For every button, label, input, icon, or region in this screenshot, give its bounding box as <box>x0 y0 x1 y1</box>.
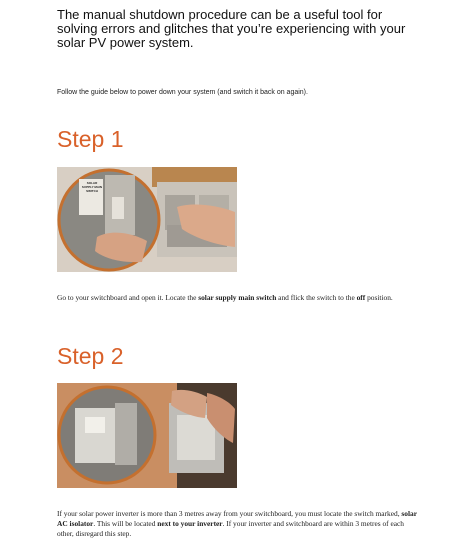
intro-paragraph: The manual shutdown procedure can be a useful tool for solving errors and glitches that you’re experiencing with your solar PV power system. <box>57 7 406 50</box>
guide-lead-text: Follow the guide below to power down your system (and switch it back on again). <box>57 89 308 96</box>
step-1-heading: Step 1 <box>57 126 124 152</box>
switch-label-text: SOLAR SUPPLY MAIN SWITCH <box>81 181 103 193</box>
step-1-photo <box>57 167 237 272</box>
step-2-instructions: If your solar power inverter is more than 3 metres away from your switchboard, you must locate the switch marked, solar AC isolator. This will be located next to your inverter. If your inverter and switchboard are within 3 metres of each other, disregard this step. <box>57 509 417 538</box>
step-2-heading: Step 2 <box>57 343 124 369</box>
step-2-photo <box>57 383 237 488</box>
step-1-instructions: Go to your switchboard and open it. Locate the solar supply main switch and flick the switch to the off position. <box>57 293 393 302</box>
